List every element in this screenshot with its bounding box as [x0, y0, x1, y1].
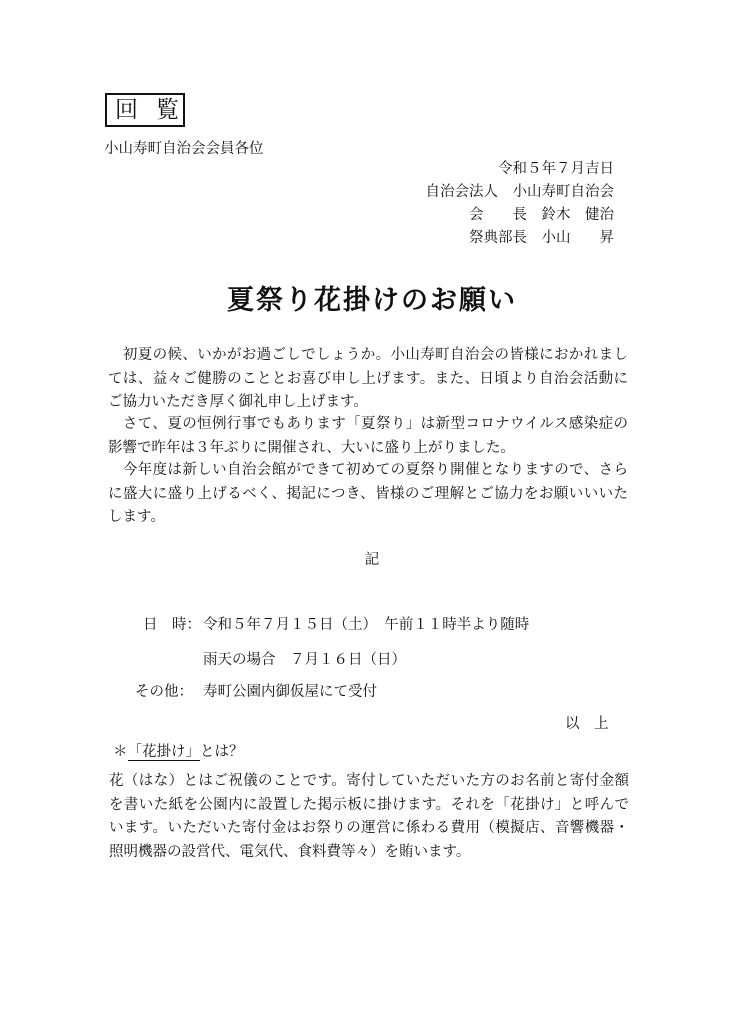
date-value: 令和５年７月１５日（土） 午前１１時半より随時: [203, 617, 530, 633]
body-paragraph-3: 今年度は新しい自治会館ができて初めての夏祭り開催となりますので、さらに盛大に盛り上げるべく、掲記につき、皆様のご理解とご協力をお願いいいたします。: [108, 462, 628, 525]
circular-stamp-box: [105, 93, 197, 127]
note-body: 花（はな）とはご祝儀のことです。寄付していただいた方のお名前と寄付金額を書いた紙を公園内に設置した掲示板に掛けます。それを「花掛け」と呼んでいます。いただいた寄付金はお祭りの運営に係わる費用（模擬店、音響機器・照明機器の設営代、電気代、食料費等々）を賄います。: [109, 773, 629, 860]
closing-mark: 以 上: [565, 716, 609, 732]
rain-date-value: 雨天の場合 ７月１６日（日）: [203, 652, 406, 668]
sender-date: 令和５年７月吉日: [498, 161, 614, 177]
sender-organization: 自治会法人 小山寿町自治会: [425, 184, 614, 200]
body-paragraph-2: さて、夏の恒例行事でもあります「夏祭り」は新型コロナウイルス感染症の影響で昨年は３年ぶりに開催され、大いに盛り上がりました。: [108, 416, 628, 456]
addressee: 小山寿町自治会会員各位: [104, 141, 264, 157]
document-title: 夏祭り花掛けのお願い: [227, 285, 517, 316]
sender-festival-head: 祭典部長 小山 昇: [469, 230, 614, 246]
note-marker: ＊: [113, 744, 128, 760]
note-term: 「花掛け」: [127, 744, 200, 760]
other-label: その他：: [135, 684, 193, 700]
note-question: とは？: [200, 744, 244, 760]
notation-heading: 記: [364, 552, 380, 568]
other-value: 寿町公園内御仮屋にて受付: [203, 684, 377, 700]
body-paragraph-1: 初夏の候、いかがお過ごしでしょうか。小山寿町自治会の皆様におかれましては、益々ご健勝のこととお喜び申し上げます。また、日頃より自治会活動にご協力いただき厚く御礼申し上げます。: [108, 347, 628, 410]
circular-stamp-label: 回覧: [115, 97, 197, 123]
date-label: 日 時：: [143, 617, 201, 633]
sender-president: 会 長 鈴木 健治: [469, 207, 614, 223]
note-heading: [113, 740, 244, 761]
